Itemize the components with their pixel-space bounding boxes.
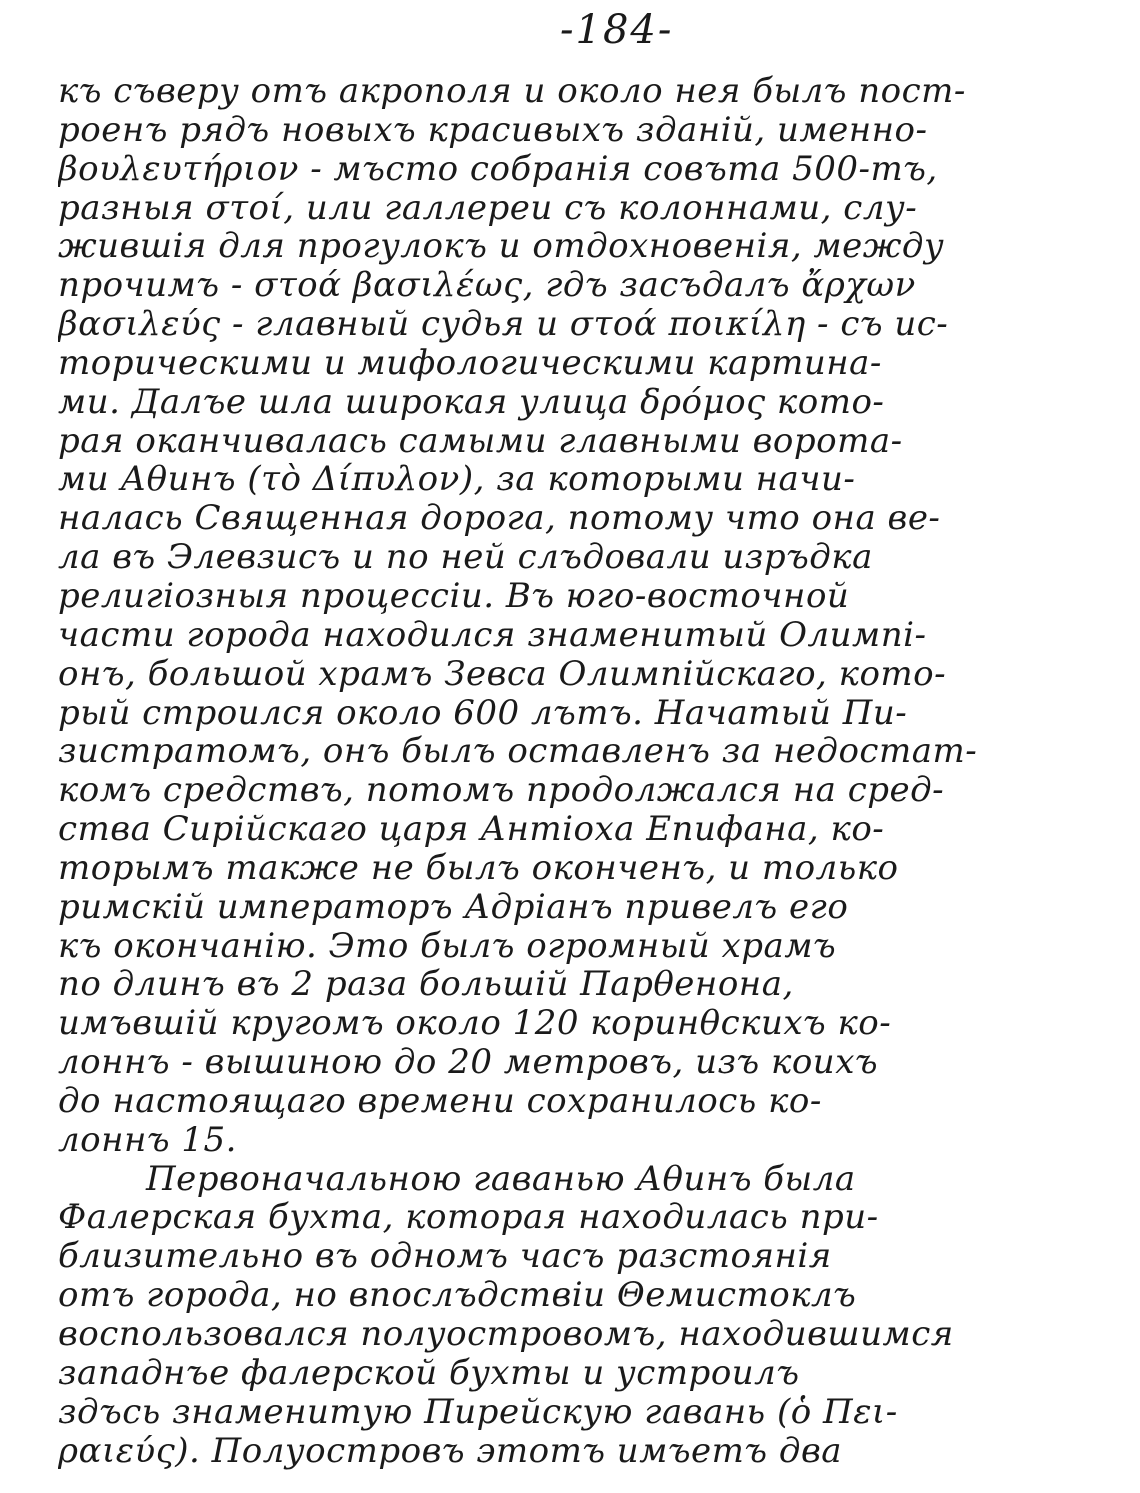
text-line: ми Аθинъ (τὸ Δίπυλον), за которыми начи- (58, 460, 856, 500)
text-line: рая оканчивалась самыми главными ворота- (58, 421, 903, 461)
text-line: западнъе фалерской бухты и устроилъ (58, 1353, 800, 1393)
handwritten-text-block (58, 72, 1088, 1470)
text-line: къ съверу отъ акрополя и около нея былъ пост- (58, 72, 966, 111)
text-line: комъ средствъ, потомъ продолжался на сред- (58, 771, 945, 811)
page-number: -184- (560, 7, 674, 53)
text-line: воспользовался полуостровомъ, находившимся (58, 1315, 954, 1354)
text-line: ства Сирійскаго царя Антіоха Епифана, ко- (58, 810, 885, 849)
text-line: ла въ Элевзисъ и по ней слъдовали изръдка (58, 538, 873, 577)
text-line: до настоящаго времени сохранилось ко- (58, 1081, 822, 1121)
text-line: ми. Далъе шла широкая улица δρόμος кото- (58, 382, 885, 422)
text-line: близительно въ одномъ часъ разстоянія (58, 1237, 832, 1277)
text-line: жившія для прогулокъ и отдохновенія, между (58, 227, 945, 267)
text-line: прочимъ - στοά βασιλέως, гдъ засъдалъ ἄρχων (58, 266, 916, 306)
text-line: βουλευτήριον - мъсто собранія совъта 500-тъ, (58, 149, 938, 189)
text-line: Первоначальною гаванью Аθинъ была (146, 1159, 856, 1199)
text-line: рый строился около 600 лътъ. Начатый Пи- (58, 693, 908, 733)
text-line: налась Священная дорога, потому что она ве- (58, 499, 941, 539)
text-line: роенъ рядъ новыхъ красивыхъ зданій, именно- (58, 110, 928, 150)
text-line: онъ, большой храмъ Зевса Олимпійскаго, кото- (58, 654, 947, 694)
text-line: отъ города, но впослъдствіи Θемистоклъ (58, 1276, 857, 1315)
text-line: торическими и мифологическими картина- (58, 343, 882, 383)
text-line: по длинъ въ 2 раза большій Парθенона, (58, 965, 794, 1005)
text-line: ραιεύς). Полуостровъ этотъ имъетъ два (58, 1431, 842, 1471)
text-line: лоннъ 15. (58, 1120, 237, 1160)
text-line: религіозныя процессіи. Въ юго-восточной (58, 576, 850, 616)
text-line: лоннъ - вышиною до 20 метровъ, изъ коихъ (58, 1043, 879, 1082)
text-line: зистратомъ, онъ былъ оставленъ за недостат- (58, 732, 978, 772)
text-line: части города находился знаменитый Олимпі- (58, 615, 927, 655)
text-line: Фалерская бухта, которая находилась при- (58, 1198, 879, 1238)
text-line: разныя στοί, или галлереи съ колоннами, слу- (58, 188, 918, 228)
text-line: здъсь знаменитую Пирейскую гавань (ὁ Πει- (58, 1392, 898, 1432)
text-line: къ окончанію. Это былъ огромный храмъ (58, 926, 837, 966)
text-line: торымъ также не былъ оконченъ, и только (58, 848, 899, 888)
text-line: имъвшій кругомъ около 120 коринθскихъ ко- (58, 1004, 892, 1044)
text-line: римскій императоръ Адріанъ привелъ его (58, 887, 849, 927)
text-line: βασιλεύς - главный судья и στοά ποικίλη - съ ис- (58, 305, 949, 344)
